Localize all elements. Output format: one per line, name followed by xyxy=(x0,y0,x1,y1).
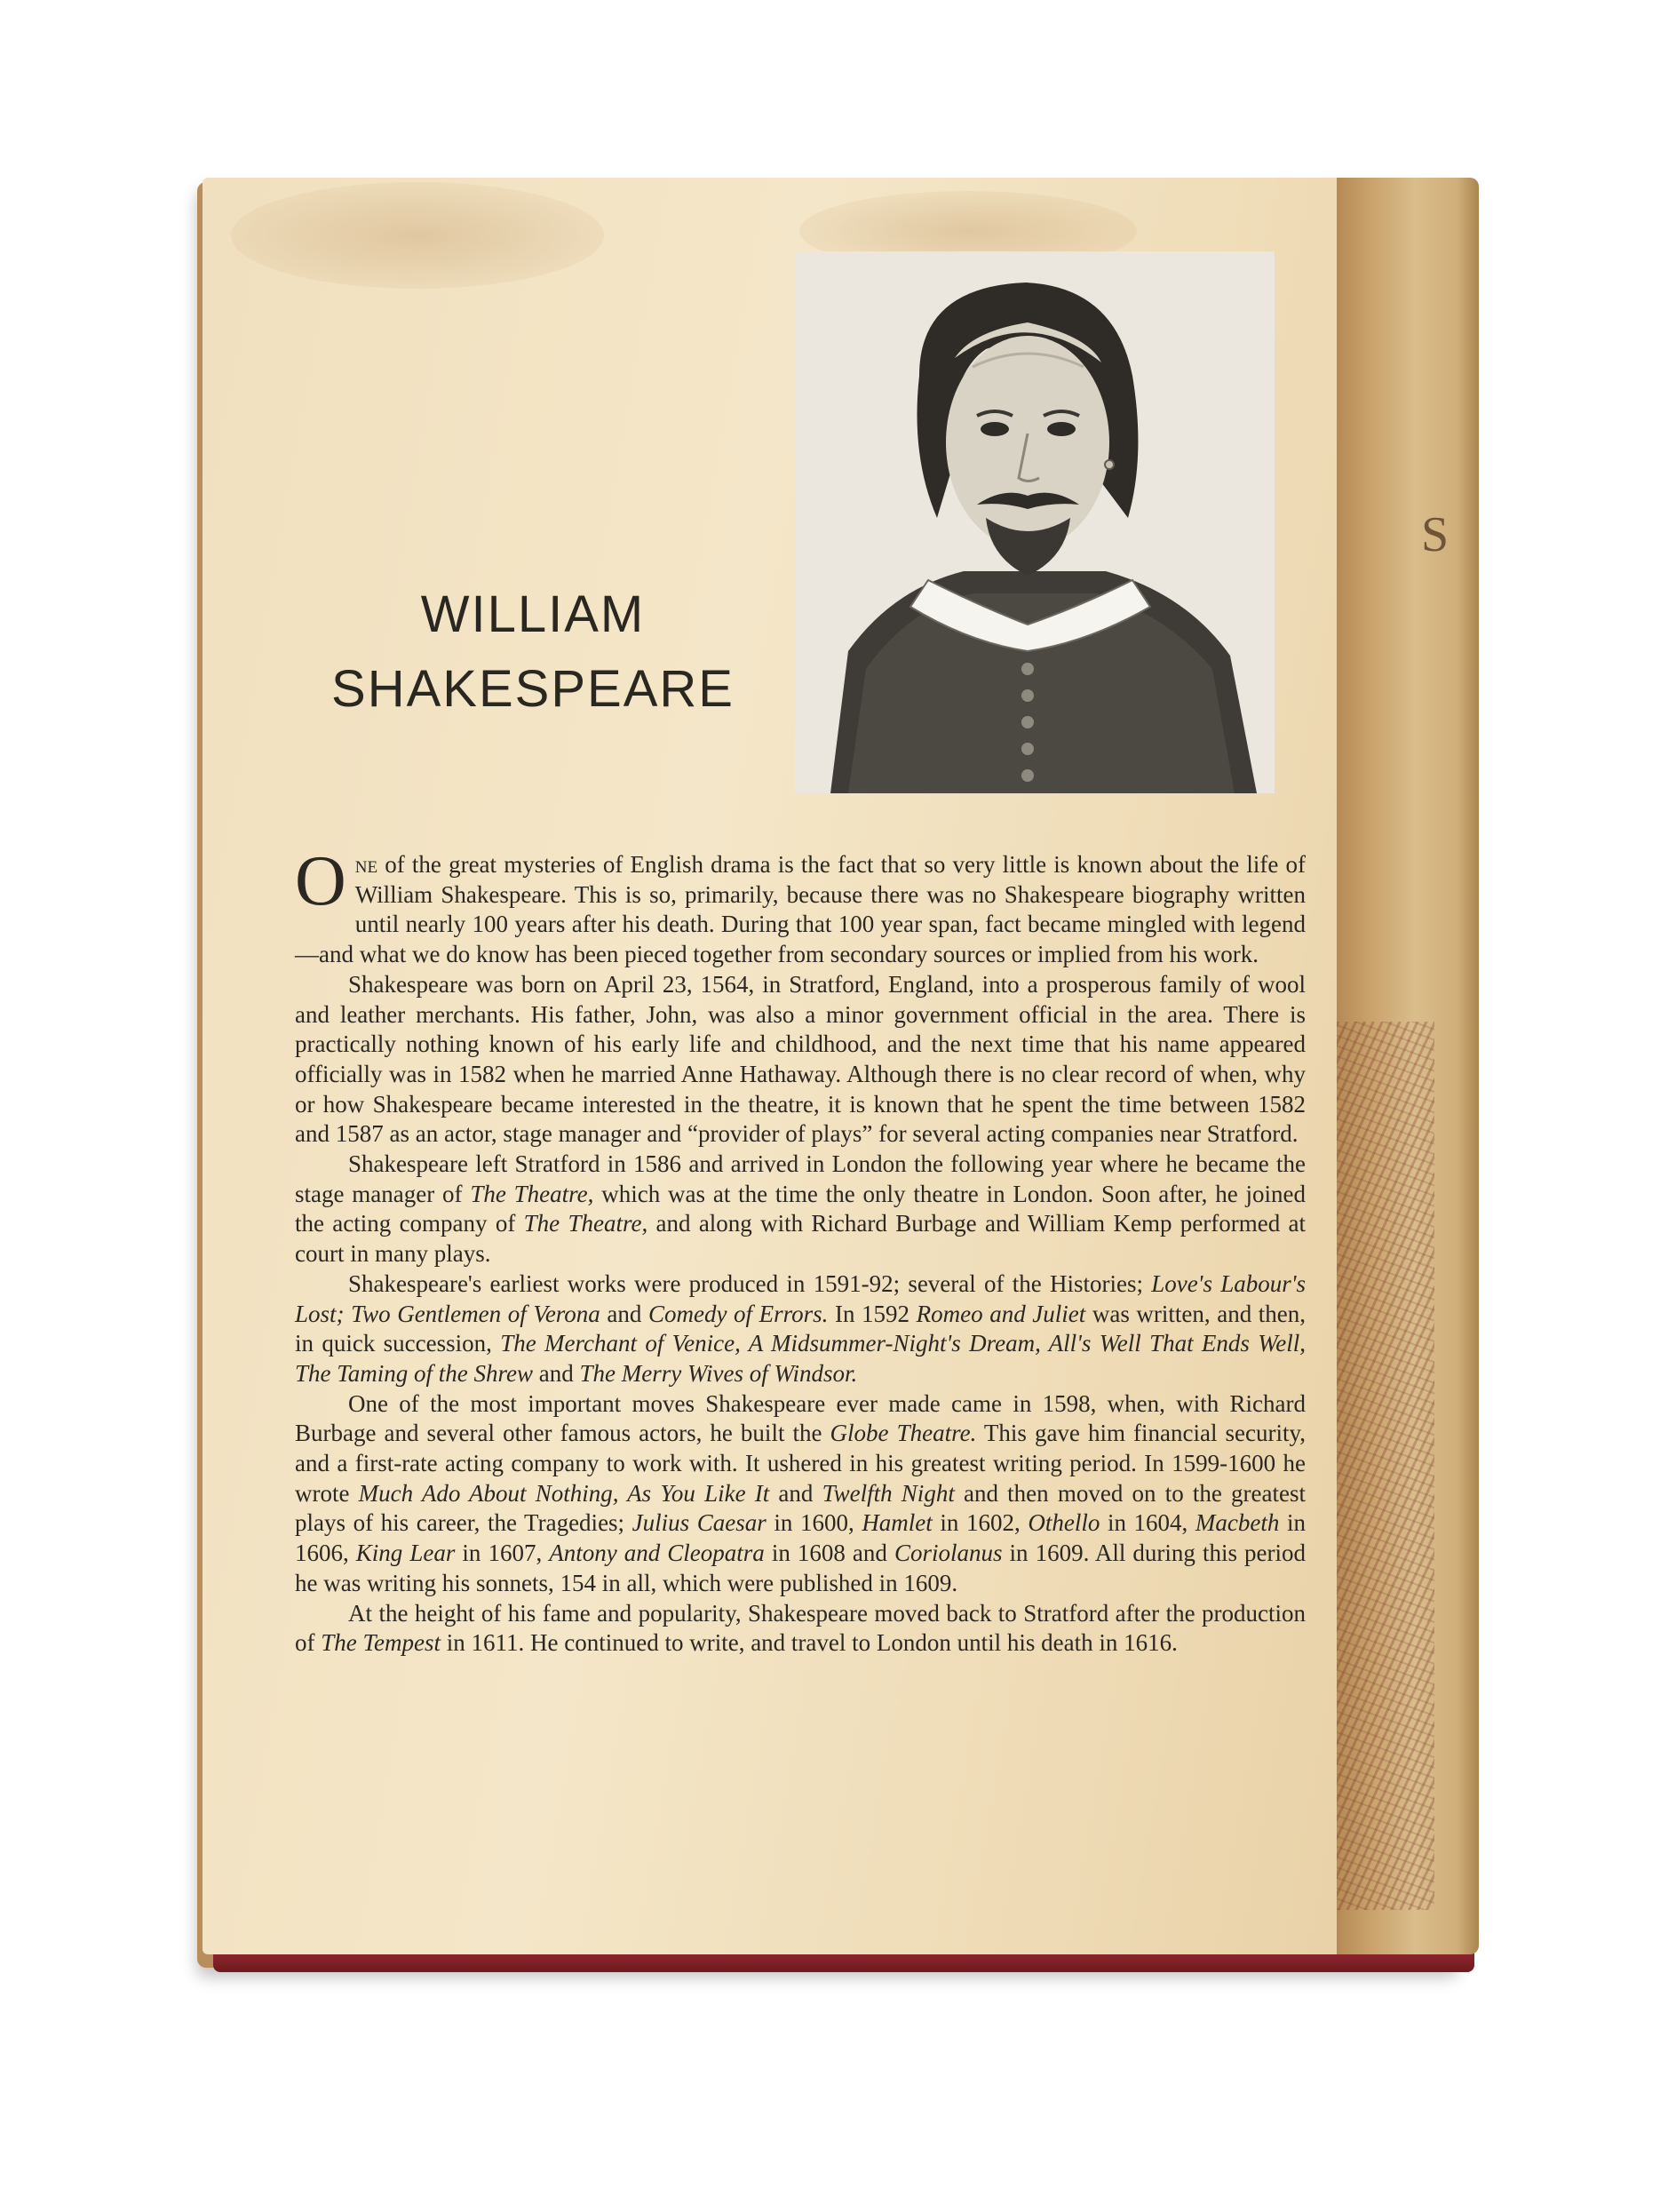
bio-paragraph: One of the great mysteries of English drama is the fact that so very little is known about the life of William Shakespeare. This is so, primarily, because there was no Shakespeare biography written until nearly 100 years after his death. During that 100 year span, fact became mingled with legend—and what we do know has been pieced together from secondary sources or implied from his work. xyxy=(295,842,1307,968)
bio-paragraph: Shakespeare's earliest works were produced in 1591-92; several of the Histories; Love's Labour's Lost; Two Gentlemen of Verona and Comedy of Errors. In 1592 Romeo and Juliet was written, and then, in quick succession, The Merchant of Venice, A Midsummer-Night's Dream, All's Well That Ends Well, The Taming of the Shrew and The Merry Wives of Windsor. xyxy=(295,1269,1307,1387)
bio-paragraph: At the height of his fame and popularity, Shakespeare moved back to Stratford after the production of The Tempest in 1611. He continued to write, and travel to London until his death in 1616. xyxy=(295,1599,1306,1657)
spine-engraving xyxy=(1337,1022,1434,1910)
bio-paragraph: Shakespeare was born on April 23, 1564, in Stratford, England, into a prosperous family of wool and leather merchants. His father, John, was also a minor government official in the area. There is practically nothing known of his early life and childhood, and the next time that his name appeared officially was in 1582 when he married Anne Hathaway. Although there is no clear record of when, why or how Shakespeare became interested in the theatre, it is known that he spent the time between 1582 and 1587 as an actor, stage manager and “provider of plays” for several acting companies near Stratford. xyxy=(295,970,1306,1148)
book-title xyxy=(320,577,746,727)
title-line-2: SHAKESPEARE xyxy=(331,660,735,718)
stain xyxy=(231,182,604,289)
spine-title-letter: S xyxy=(1421,507,1451,562)
bio-paragraph: Shakespeare left Stratford in 1586 and arrived in London the following year where he became the stage manager of The Theatre, which was at the time the only theatre in London. Soon after, he joined the acting company of The Theatre, and along with Richard Burbage and William Kemp performed at court in many plays. xyxy=(295,1150,1307,1268)
biography-text xyxy=(295,842,1307,1659)
shakespeare-portrait xyxy=(795,251,1275,793)
drop-cap: O xyxy=(295,842,346,920)
title-line-1: WILLIAM xyxy=(420,585,646,643)
portrait-engraving xyxy=(795,251,1275,793)
bio-paragraph: One of the most important moves Shakespeare ever made came in 1598, when, with Richard Burbage and several other famous actors, he built the Globe Theatre. This gave him financial security, and a first-rate acting company to work with. It ushered in his greatest writing period. In 1599-1600 he wrote Much Ado About Nothing, As You Like It and Twelfth Night and then moved on to the greatest plays of his career, the Tragedies; Julius Caesar in 1600, Hamlet in 1602, Othello in 1604, Macbeth in 1606, King Lear in 1607, Antony and Cleopatra in 1608 and Coriolanus in 1609. All during this period he was writing his sonnets, 154 in all, which were published in 1609. xyxy=(295,1389,1307,1596)
